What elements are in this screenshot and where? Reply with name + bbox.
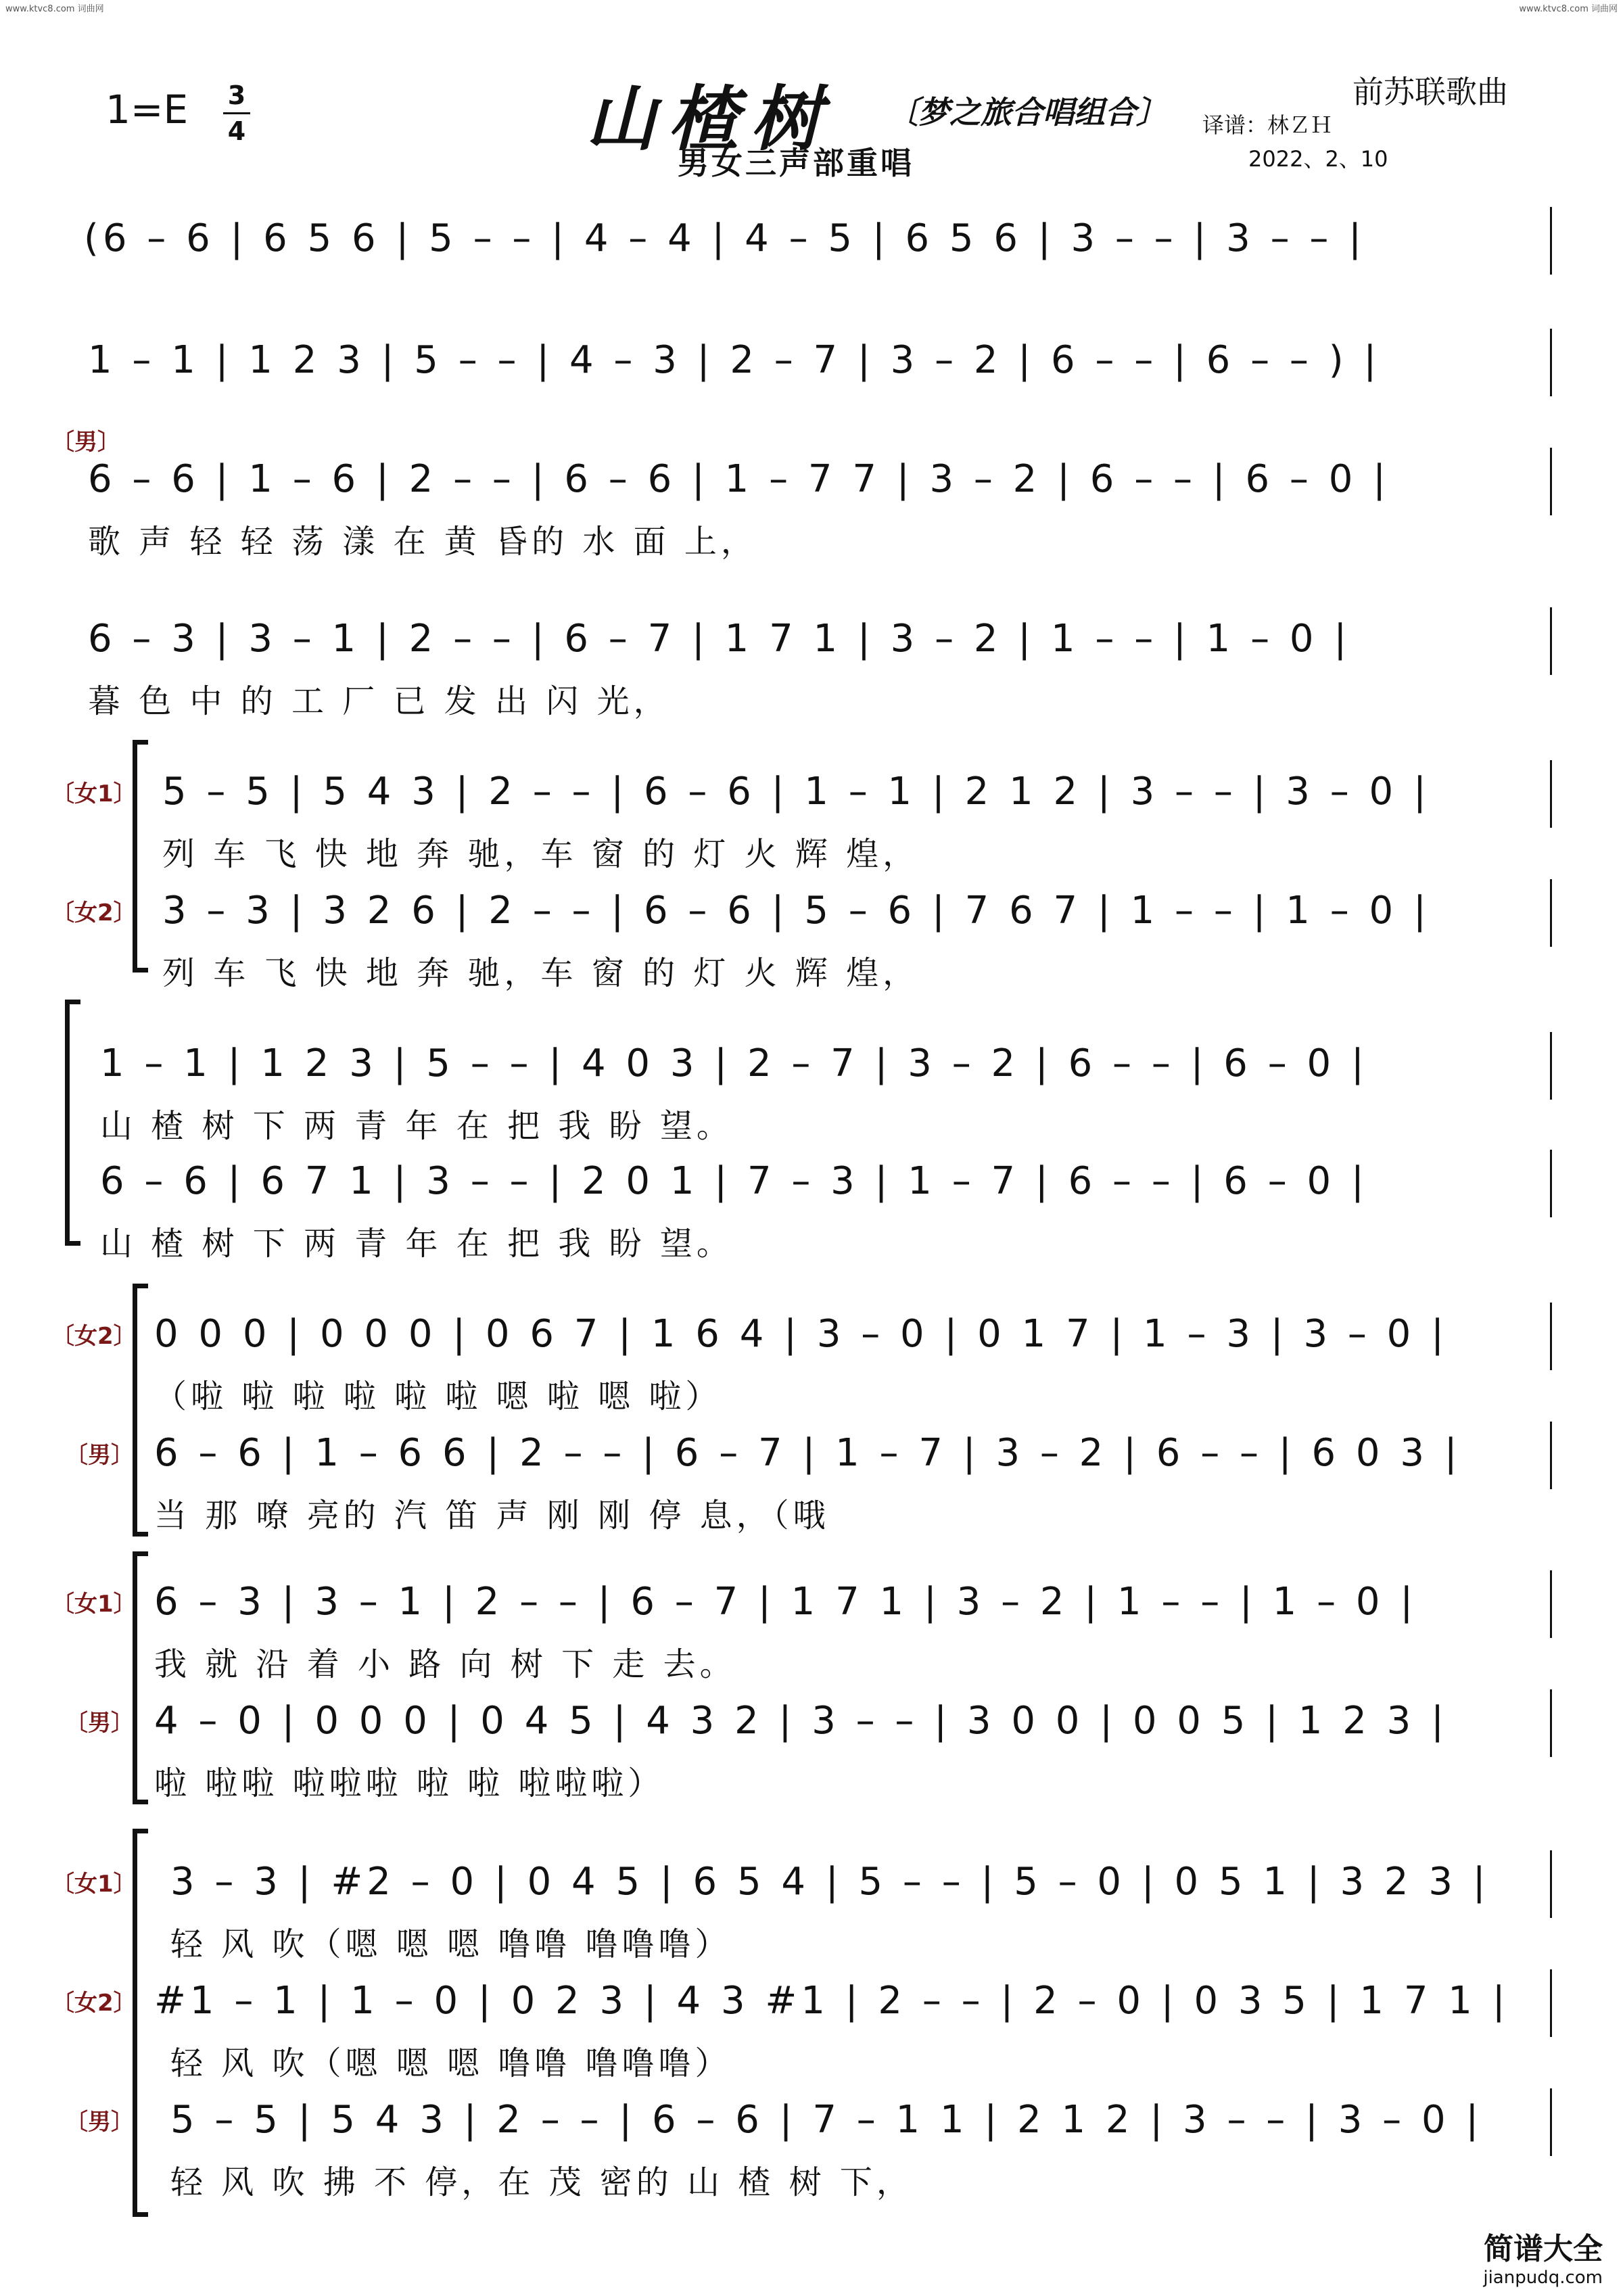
barline xyxy=(1550,2088,1552,2156)
notes-line: #1 – 1 | 1 – 0 | 0 2 3 | 4 3 #1 | 2 – – | 2 – 0 | 0 3 5 | 1 7 1 | xyxy=(154,1979,1509,2023)
lyrics-line: 歌 声 轻 轻 荡 漾 在 黄 昏的 水 面 上， xyxy=(88,523,757,561)
site-logo-url: jianpudq.com xyxy=(1483,2268,1603,2288)
site-logo-brand: 简谱大全 xyxy=(1484,2232,1603,2266)
barline xyxy=(1550,1032,1552,1100)
notes-line: 6 – 6 | 1 – 6 6 | 2 – – | 6 – 7 | 1 – 7 | 3 – 2 | 6 – – | 6 0 3 | xyxy=(154,1431,1461,1475)
lyrics-line: 山 楂 树 下 两 青 年 在 把 我 盼 望。 xyxy=(100,1225,733,1263)
time-signature-top: 3 xyxy=(227,80,246,110)
part-label: 〔女2〕 xyxy=(51,1990,137,2017)
lyrics-line: 列 车 飞 快 地 奔 驰，车 窗 的 灯 火 辉 煌， xyxy=(162,954,920,992)
key-signature: 1=E xyxy=(105,87,189,133)
song-title: 山楂树 xyxy=(586,78,834,160)
lyrics-line: 轻 风 吹 拂 不 停，在 茂 密的 山 楂 树 下， xyxy=(170,2163,913,2201)
performer-group: 〔梦之旅合唱组合〕 xyxy=(887,94,1167,131)
lyrics-line: 暮 色 中 的 工 厂 已 发 出 闪 光， xyxy=(88,682,670,720)
notes-line: 1 – 1 | 1 2 3 | 5 – – | 4 0 3 | 2 – 7 | 3 – 2 | 6 – – | 6 – 0 | xyxy=(100,1041,1368,1085)
notes-line: 5 – 5 | 5 4 3 | 2 – – | 6 – 6 | 1 – 1 | 2 1 2 | 3 – – | 3 – 0 | xyxy=(162,770,1430,814)
barline xyxy=(1550,879,1552,947)
part-label: 〔女1〕 xyxy=(51,1871,137,1898)
barline xyxy=(1550,760,1552,828)
part-label: 〔男〕 xyxy=(65,2109,134,2136)
notes-line: 6 – 3 | 3 – 1 | 2 – – | 6 – 7 | 1 7 1 | 3 – 2 | 1 – – | 1 – 0 | xyxy=(154,1580,1417,1624)
notes-line: 6 – 6 | 6 7 1 | 3 – – | 2 0 1 | 7 – 3 | 1 – 7 | 6 – – | 6 – 0 | xyxy=(100,1159,1368,1203)
barline xyxy=(1550,1689,1552,1757)
subtitle: 男女三声部重唱 xyxy=(678,145,914,181)
notes-line: 5 – 5 | 5 4 3 | 2 – – | 6 – 6 | 7 – 1 1 | 2 1 2 | 3 – – | 3 – 0 | xyxy=(170,2098,1483,2142)
part-label: 〔女2〕 xyxy=(51,899,137,927)
barline xyxy=(1550,1969,1552,2037)
barline xyxy=(1550,329,1552,396)
notes-line: 6 – 3 | 3 – 1 | 2 – – | 6 – 7 | 1 7 1 | 3 – 2 | 1 – – | 1 – 0 | xyxy=(88,617,1351,661)
arranged-date: 2022、2、10 xyxy=(1248,146,1388,172)
site-logo xyxy=(1483,2224,1603,2288)
lyrics-line: （啦 啦 啦 啦 啦 啦 嗯 啦 嗯 啦） xyxy=(154,1378,722,1415)
arranger-credit: 译谱：林ＺＨ xyxy=(1202,112,1333,138)
site-watermark-left: www.ktvc8.com 词曲网 xyxy=(5,4,104,14)
barline xyxy=(1550,1422,1552,1489)
lyrics-line: 啦 啦啦 啦啦啦 啦 啦 啦啦啦） xyxy=(154,1764,665,1802)
time-signature xyxy=(223,80,250,147)
notes-line: 3 – 3 | #2 – 0 | 0 4 5 | 6 5 4 | 5 – – | 5 – 0 | 0 5 1 | 3 2 3 | xyxy=(170,1860,1490,1904)
barline xyxy=(1550,1150,1552,1217)
part-label: 〔男〕 xyxy=(65,1710,134,1737)
barline xyxy=(1550,607,1552,675)
part-label: 〔女2〕 xyxy=(51,1323,137,1350)
part-label: 〔女1〕 xyxy=(51,780,137,807)
lyrics-line: 山 楂 树 下 两 青 年 在 把 我 盼 望。 xyxy=(100,1107,733,1145)
barline xyxy=(1550,207,1552,275)
lyrics-line: 轻 风 吹（嗯 嗯 嗯 噜噜 噜噜噜） xyxy=(170,1925,732,1963)
notes-line: (6 – 6 | 6 5 6 | 5 – – | 4 – 4 | 4 – 5 | 6 5 6 | 3 – – | 3 – – | xyxy=(84,216,1366,260)
lyrics-line: 列 车 飞 快 地 奔 驰，车 窗 的 灯 火 辉 煌， xyxy=(162,835,920,873)
system-bracket xyxy=(65,1000,80,1246)
notes-line: 6 – 6 | 1 – 6 | 2 – – | 6 – 6 | 1 – 7 7 | 3 – 2 | 6 – – | 6 – 0 | xyxy=(88,457,1390,501)
part-label: 〔男〕 xyxy=(51,429,120,456)
lyrics-line: 轻 风 吹（嗯 嗯 嗯 噜噜 噜噜噜） xyxy=(170,2044,732,2082)
lyrics-line: 我 就 沿 着 小 路 向 树 下 走 去。 xyxy=(154,1645,736,1683)
part-label: 〔女1〕 xyxy=(51,1591,137,1618)
composer-credit: 前苏联歌曲 xyxy=(1352,74,1508,110)
part-label: 〔男〕 xyxy=(65,1442,134,1469)
notes-line: 0 0 0 | 0 0 0 | 0 6 7 | 1 6 4 | 3 – 0 | 0 1 7 | 1 – 3 | 3 – 0 | xyxy=(154,1312,1448,1356)
time-signature-line xyxy=(223,112,250,114)
barline xyxy=(1550,1850,1552,1918)
lyrics-line: 当 那 嘹 亮的 汽 笛 声 刚 刚 停 息，（哦 xyxy=(154,1497,830,1534)
barline xyxy=(1550,1570,1552,1638)
barline xyxy=(1550,1303,1552,1370)
site-watermark-right: www.ktvc8.com 词曲网 xyxy=(1519,4,1618,14)
barline xyxy=(1550,448,1552,515)
time-signature-bottom: 4 xyxy=(227,116,246,146)
notes-line: 1 – 1 | 1 2 3 | 5 – – | 4 – 3 | 2 – 7 | 3 – 2 | 6 – – | 6 – – ) | xyxy=(88,338,1381,382)
notes-line: 3 – 3 | 3 2 6 | 2 – – | 6 – 6 | 5 – 6 | 7 6 7 | 1 – – | 1 – 0 | xyxy=(162,889,1430,933)
notes-line: 4 – 0 | 0 0 0 | 0 4 5 | 4 3 2 | 3 – – | 3 0 0 | 0 0 5 | 1 2 3 | xyxy=(154,1699,1448,1743)
